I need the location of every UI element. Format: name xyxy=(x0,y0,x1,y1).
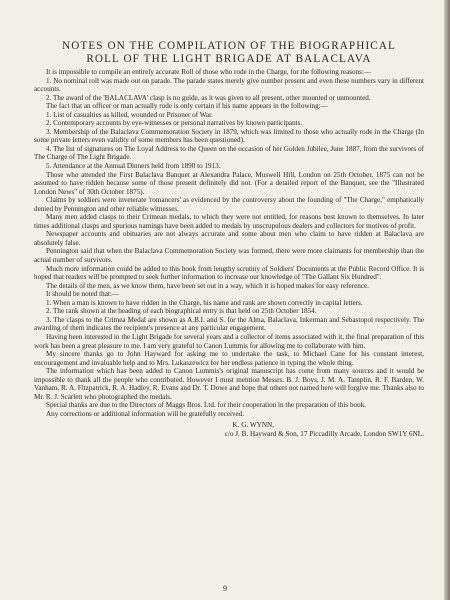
paragraph: Special thanks are due to the Directors of Maggs Bros. Ltd. for their cooperation in the preparation of this book. xyxy=(46,401,367,410)
paragraph: 1. When a man is known to have ridden in the Charge, his name and rank are shown correctly in capital letters. xyxy=(46,298,363,307)
paragraph: The details of the men, as we know them, have been set out in a way, which it is hoped makes for easy reference. xyxy=(46,281,369,290)
paragraph: Pennington said that when the Balaclava Commemoration Society was formed, there were more claimants for membership than the actual number of survivors. xyxy=(34,247,424,265)
paragraph: 1. No nominal roll was made out on parade. The parade states merely give number present and even these numbers vary in different accounts. xyxy=(34,76,424,94)
paragraph: 3. Membership of the Balaclava Commemoration Society in 1879, which was limited to those who actually rode in the Charge (In some private letters even validity of some members has been questioned). xyxy=(34,127,424,145)
paragraph: Much more information could be added to this book from lengthy scrutiny of Soldiers' Documents at the Public Record Office. It is hoped that readers will be prompted to seek further information to increase our knowledge of "The Gallant Six Hundred". xyxy=(34,264,424,282)
paragraph: Claims by soldiers were inveterate 'romancers' as evidenced by the controversy about the founding of "The Charge," emphatically denied by Pennington and other reliable witnesses. xyxy=(34,196,424,213)
page-title xyxy=(34,40,424,66)
paragraph: 2. The rank shown at the heading of each biographical entry is that held on 25th October 1854. xyxy=(46,307,317,316)
paragraph: The information which has been added to Canon Lummis's original manuscript has come from many sources and it would be impossible to thank all the people who contributed. However I must mention Messrs. B. J. Boys, J. M. A. Tamplin, R. F. Barden, W. Vanham, R. A. Fitzpatrick, R. A. Hadley, R. Evans and Dr. T. Dowe and hope that others not named here will forgive me. Thanks also to Mr. R. J. Scarlett who photographed the medals. xyxy=(34,367,424,401)
paragraph: Any corrections or additional information will be gratefully received. xyxy=(46,409,245,418)
paragraph: 3. The clasps to the Crimea Medal are shown as A.B.I. and S. for the Alma, Balaclava, Inkerman and Sebastopol respectively. The awarding of them indicates the recipient's presence at any particular engagement. xyxy=(34,315,424,333)
paragraph: Many men added clasps to their Crimean medals, to which they were not entitled, for reasons best known to themselves. In later times additional clasps and spurious namings have been added to medals by unscrupulous dealers and collectors for motives of profit. xyxy=(34,213,424,230)
author-address: c/o J. B. Hayward & Son, 17 Piccadilly Arcade, London SW1Y 6NL. xyxy=(224,430,424,439)
paragraph: It should be noted that:— xyxy=(46,290,119,299)
paragraph: Newspaper accounts and obituaries are not always accurate and some about men who claim to have ridden at Balaclava are absolutely false. xyxy=(34,230,424,247)
paragraph: The fact that an officer or man actually rode is only certain if his name appears in the following:— xyxy=(46,102,328,111)
paragraph: 4. The list of signatures on The Loyal Address to the Queen on the occasion of her Golden Jubilee, June 1887, from the survivors of The Charge of The Light Brigade. xyxy=(34,144,424,162)
title-line-2: ROLL OF THE LIGHT BRIGADE AT BALACLAVA xyxy=(86,53,372,65)
paragraph: 1. List of casualties as killed, wounded or Prisoner of War. xyxy=(46,110,213,119)
paragraph: It is impossible to compile an entirely accurate Roll of those who rode in the Charge, for the following reasons:— xyxy=(46,68,372,76)
paragraph: 2. The award of the 'BALACLAVA' clasp is no guide, as it was given to all present, other mounted or unmounted. xyxy=(46,93,371,102)
author-name: K. G. WYNN, xyxy=(232,421,274,430)
paragraph: My sincere thanks go to John Hayward for asking me to undertake the task, to Michael Cane for his constant interest, encouragement and invaluable help and to Mrs. Lukaszewicz for her endless patience in typing the whole thing. xyxy=(34,350,424,367)
paragraph: 5. Attendance at the Annual Dinners held from 1890 to 1913. xyxy=(46,162,221,171)
signoff xyxy=(34,421,424,438)
page-edge-shadow xyxy=(444,0,450,600)
paragraph: 2. Contemporary accounts by eye-witnesses or personal narratives by known participants. xyxy=(46,119,303,128)
page-number: 9 xyxy=(223,584,227,593)
paragraph: Those who attended the First Balaclava Banquet at Alexandra Palace, Muswell Hill, London on 25th October, 1875 can not be assumed to have ridden because some of those present definitely did not. (For a detailed report of the Banquet, see the "Illustrated London News" of 30th October 1875). xyxy=(34,170,424,196)
notes-body xyxy=(34,68,424,418)
paragraph: Having been interested in the Light Brigade for several years and a collector of items associated with it, the final preparation of this work has been a great pleasure to me. I am very grateful to Canon Lummis for allowing me to collaborate with him. xyxy=(34,332,424,350)
title-line-1: NOTES ON THE COMPILATION OF THE BIOGRAPHICAL xyxy=(62,40,396,52)
